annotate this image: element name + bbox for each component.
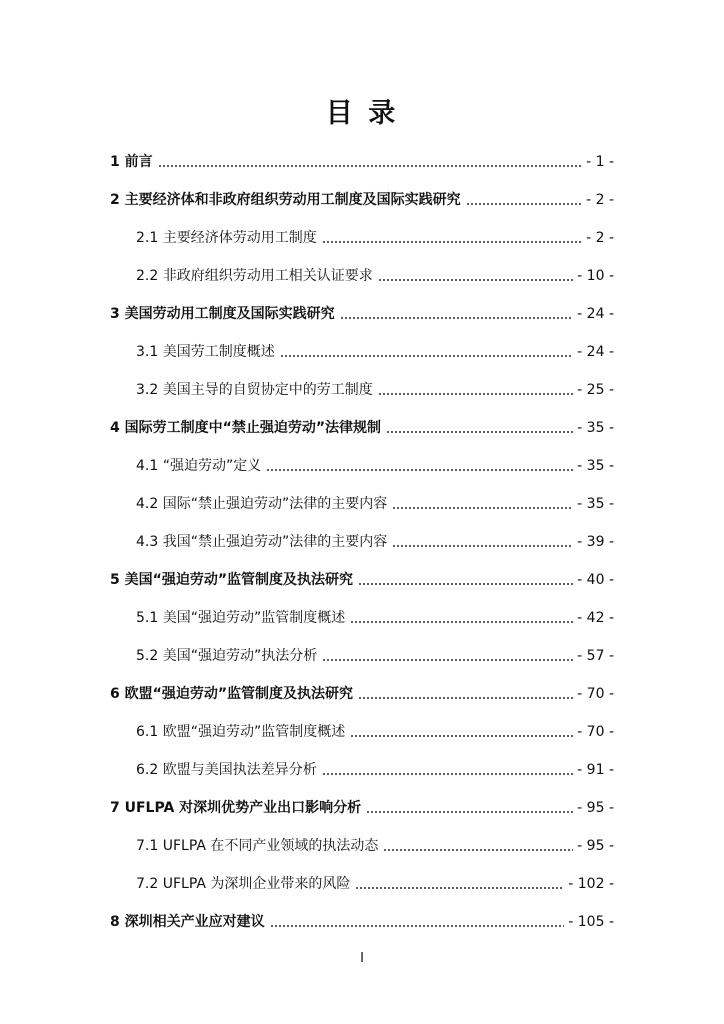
toc-dot-leader <box>378 384 573 396</box>
toc-section-entry[interactable] <box>110 713 614 751</box>
toc-entry-title: 6 欧盟“强迫劳动”监管制度及执法研究 <box>110 686 354 702</box>
toc-chapter-entry[interactable] <box>110 143 614 181</box>
toc-dot-leader <box>392 536 573 548</box>
toc-chapter-entry[interactable] <box>110 675 614 713</box>
toc-dot-leader <box>322 232 582 244</box>
toc-page-number: - 70 - <box>577 724 614 740</box>
toc-dot-leader <box>266 460 573 472</box>
toc-dot-leader <box>340 308 574 320</box>
toc-dot-leader <box>466 194 582 206</box>
toc-page-number: - 10 - <box>577 268 614 284</box>
toc-page-number: - 2 - <box>586 230 614 246</box>
toc-section-entry[interactable] <box>110 637 614 675</box>
toc-entry-title: 5.1 美国“强迫劳动”监管制度概述 <box>136 610 346 626</box>
toc-entry-title: 7.1 UFLPA 在不同产业领域的执法动态 <box>136 838 379 854</box>
toc-dot-leader <box>358 688 573 700</box>
toc-entry-title: 6.2 欧盟与美国执法差异分析 <box>136 762 317 778</box>
toc-page-number: - 57 - <box>577 648 614 664</box>
toc-page-number: - 91 - <box>577 762 614 778</box>
toc-entry-title: 5 美国“强迫劳动”监管制度及执法研究 <box>110 572 354 588</box>
toc-dot-leader <box>383 840 573 852</box>
toc-chapter-entry[interactable] <box>110 903 614 941</box>
toc-chapter-entry[interactable] <box>110 295 614 333</box>
toc-entry-title: 1 前言 <box>110 154 153 170</box>
toc-entry-title: 4.2 国际“禁止强迫劳动”法律的主要内容 <box>136 496 388 512</box>
toc-section-entry[interactable] <box>110 257 614 295</box>
toc-page-number: - 70 - <box>577 686 614 702</box>
toc-page-number: - 40 - <box>577 572 614 588</box>
toc-dot-leader <box>322 764 573 776</box>
toc-dot-leader <box>378 270 573 282</box>
toc-page-number: - 39 - <box>577 534 614 550</box>
toc-dot-leader <box>280 346 573 358</box>
toc-dot-leader <box>270 916 565 928</box>
toc-dot-leader <box>350 612 573 624</box>
toc-section-entry[interactable] <box>110 599 614 637</box>
toc-entry-title: 2 主要经济体和非政府组织劳动用工制度及国际实践研究 <box>110 192 461 208</box>
toc-dot-leader <box>350 726 573 738</box>
toc-entry-title: 7.2 UFLPA 为深圳企业带来的风险 <box>136 876 351 892</box>
toc-entry-title: 2.1 主要经济体劳动用工制度 <box>136 230 317 246</box>
toc-title: 目 录 <box>325 98 399 129</box>
toc-page-number: - 24 - <box>577 344 614 360</box>
toc-page-number: - 35 - <box>577 496 614 512</box>
toc-page-number: - 2 - <box>586 192 614 208</box>
toc-page-number: - 35 - <box>577 420 614 436</box>
toc-chapter-entry[interactable] <box>110 561 614 599</box>
toc-entry-title: 8 深圳相关产业应对建议 <box>110 914 265 930</box>
toc-page-number: - 95 - <box>577 838 614 854</box>
page-number-footer: I <box>360 951 364 966</box>
toc-section-entry[interactable] <box>110 485 614 523</box>
toc-entry-title: 7 UFLPA 对深圳优势产业出口影响分析 <box>110 800 362 816</box>
toc-section-entry[interactable] <box>110 751 614 789</box>
toc-page-number: - 102 - <box>568 876 614 892</box>
toc-section-entry[interactable] <box>110 447 614 485</box>
toc-dot-leader <box>392 498 573 510</box>
toc-entry-title: 4.1 “强迫劳动”定义 <box>136 458 262 474</box>
toc-dot-leader <box>366 802 573 814</box>
toc-section-entry[interactable] <box>110 827 614 865</box>
toc-entry-title: 3.1 美国劳工制度概述 <box>136 344 275 360</box>
toc-entry-title: 2.2 非政府组织劳动用工相关认证要求 <box>136 268 373 284</box>
toc-section-entry[interactable] <box>110 371 614 409</box>
toc-entry-title: 3 美国劳动用工制度及国际实践研究 <box>110 306 335 322</box>
toc-chapter-entry[interactable] <box>110 181 614 219</box>
toc-dot-leader <box>358 574 573 586</box>
toc-entry-title: 4.3 我国“禁止强迫劳动”法律的主要内容 <box>136 534 388 550</box>
toc-page-number: - 95 - <box>577 800 614 816</box>
toc-entry-title: 6.1 欧盟“强迫劳动”监管制度概述 <box>136 724 346 740</box>
toc-dot-leader <box>158 156 582 168</box>
toc-entry-title: 3.2 美国主导的自贸协定中的劳工制度 <box>136 382 373 398</box>
toc-page-number: - 1 - <box>586 154 614 170</box>
toc-dot-leader <box>355 878 564 890</box>
toc-section-entry[interactable] <box>110 523 614 561</box>
toc-entry-title: 5.2 美国“强迫劳动”执法分析 <box>136 648 318 664</box>
toc-page-number: - 42 - <box>577 610 614 626</box>
toc-section-entry[interactable] <box>110 333 614 371</box>
toc-chapter-entry[interactable] <box>110 789 614 827</box>
toc-section-entry[interactable] <box>110 219 614 257</box>
toc-page-number: - 25 - <box>577 382 614 398</box>
toc-page-number: - 35 - <box>577 458 614 474</box>
table-of-contents <box>110 143 614 941</box>
toc-dot-leader <box>322 650 573 662</box>
toc-chapter-entry[interactable] <box>110 409 614 447</box>
toc-dot-leader <box>386 422 573 434</box>
toc-page-number: - 105 - <box>568 914 614 930</box>
toc-section-entry[interactable] <box>110 865 614 903</box>
toc-entry-title: 4 国际劳工制度中“禁止强迫劳动”法律规制 <box>110 420 382 436</box>
toc-page-number: - 24 - <box>577 306 614 322</box>
